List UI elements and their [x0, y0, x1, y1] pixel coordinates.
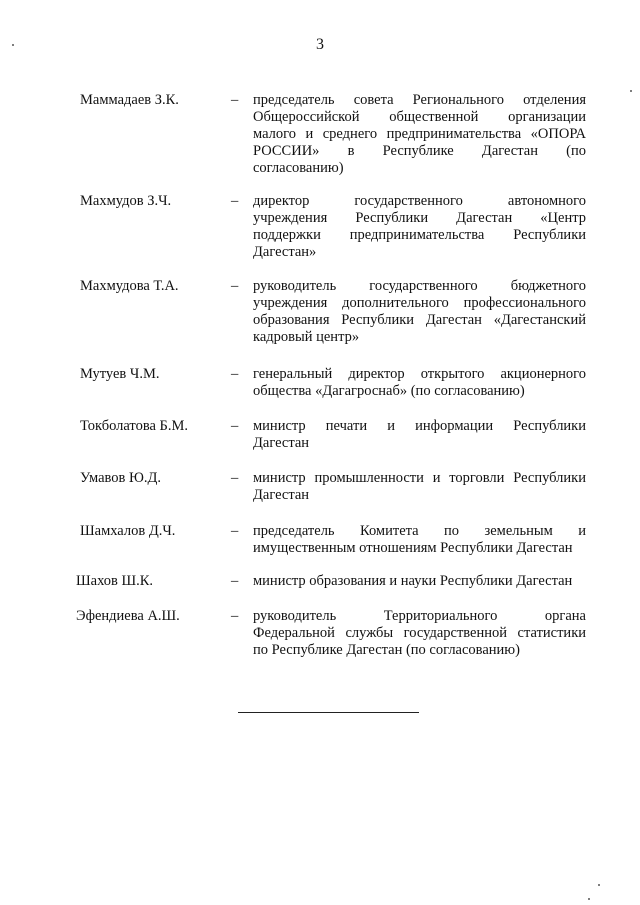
closing-rule [238, 712, 419, 713]
position-line: министр образования и науки Республики Дагестан [253, 573, 573, 589]
position-line: Дагестан» [253, 244, 317, 260]
member-name: Маммадаев З.К. [80, 92, 179, 108]
dash-separator: – [231, 470, 239, 486]
position-line: председатель Комитета по земельным и [253, 523, 586, 539]
scan-speck [598, 884, 600, 886]
position-line: председатель совета Регионального отделения [253, 92, 586, 108]
position-line: министр печати и информации Республики [253, 418, 586, 434]
member-position [253, 418, 586, 452]
dash-separator: – [231, 418, 239, 434]
member-position [253, 278, 586, 346]
position-line: РОССИИ» в Республике Дагестан (по [253, 143, 586, 159]
dash-separator: – [231, 278, 239, 294]
dash-separator: – [231, 193, 239, 209]
dash-separator: – [231, 92, 239, 108]
member-position [253, 193, 586, 261]
member-position [253, 470, 586, 504]
position-line: учреждения Республики Дагестан «Центр [253, 210, 586, 226]
position-line: генеральный директор открытого акционерного [253, 366, 586, 382]
dash-separator: – [231, 523, 239, 539]
member-position [253, 573, 586, 590]
page-number: 3 [316, 36, 324, 53]
member-name: Токболатова Б.М. [80, 418, 189, 434]
member-name: Шахов Ш.К. [76, 573, 154, 589]
position-line: согласованию) [253, 160, 344, 176]
member-position [253, 366, 586, 400]
member-name: Махмудов З.Ч. [80, 193, 172, 209]
member-name: Умавов Ю.Д. [80, 470, 162, 486]
dash-separator: – [231, 573, 239, 589]
member-name: Эфендиева А.Ш. [76, 608, 180, 624]
dash-separator: – [231, 366, 239, 382]
position-line: руководитель Территориального органа [253, 608, 586, 624]
member-name: Мутуев Ч.М. [80, 366, 160, 382]
member-name: Шамхалов Д.Ч. [80, 523, 176, 539]
position-line: общества «Дагагроснаб» (по согласованию) [253, 383, 525, 399]
position-line: руководитель государственного бюджетного [253, 278, 586, 294]
member-position [253, 608, 586, 659]
member-position [253, 92, 586, 177]
position-line: директор государственного автономного [253, 193, 586, 209]
position-line: Федеральной службы государственной статистики [253, 625, 586, 641]
position-line: Дагестан [253, 435, 310, 451]
member-position [253, 523, 586, 557]
scan-speck [12, 44, 14, 46]
scan-speck [630, 90, 632, 92]
position-line: министр промышленности и торговли Республики [253, 470, 586, 486]
position-line: кадровый центр» [253, 329, 360, 345]
position-line: учреждения дополнительного профессионального [253, 295, 586, 311]
position-line: поддержки предпринимательства Республики [253, 227, 586, 243]
position-line: имущественным отношениям Республики Дагестан [253, 540, 573, 556]
position-line: Общероссийской общественной организации [253, 109, 586, 125]
member-name: Махмудова Т.А. [80, 278, 179, 294]
position-line: образования Республики Дагестан «Дагестанский [253, 312, 586, 328]
position-line: Дагестан [253, 487, 310, 503]
position-line: малого и среднего предпринимательства «ОПОРА [253, 126, 586, 142]
position-line: по Республике Дагестан (по согласованию) [253, 642, 520, 658]
dash-separator: – [231, 608, 239, 624]
scan-speck [588, 898, 590, 900]
